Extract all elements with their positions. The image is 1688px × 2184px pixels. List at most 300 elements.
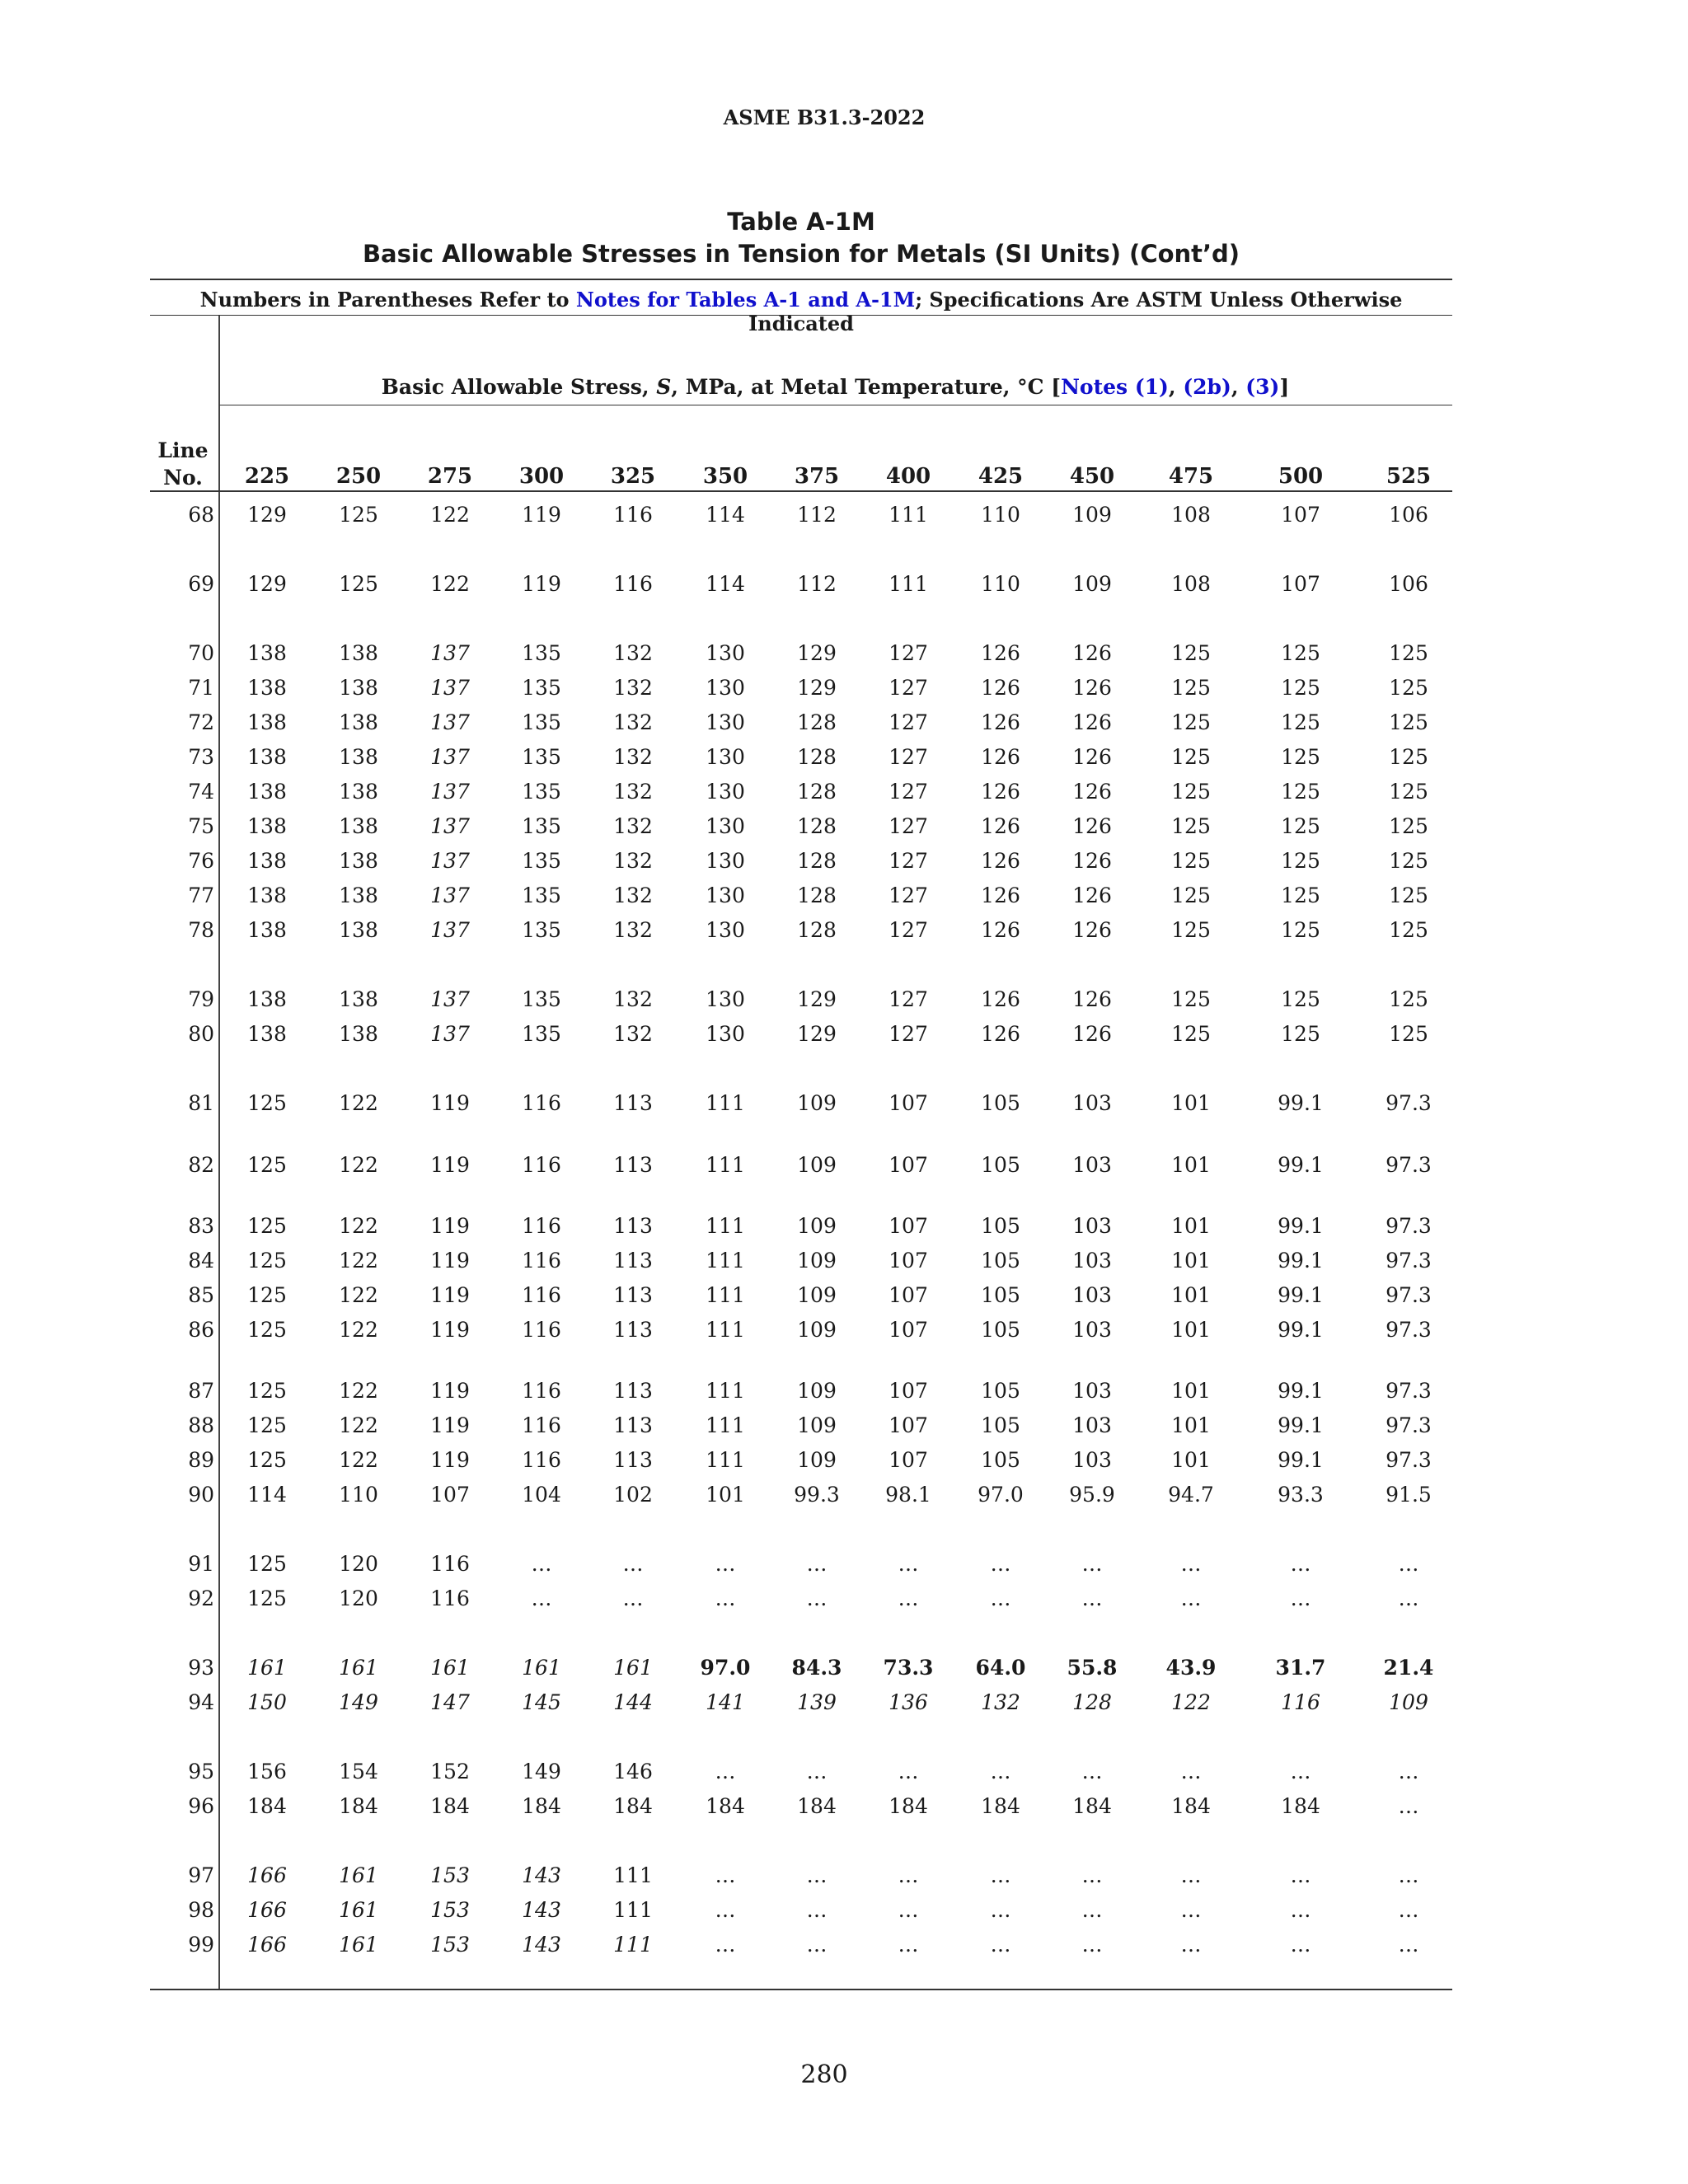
stress-cell: 108 <box>1171 572 1211 596</box>
stress-cell: 95.9 <box>1069 1483 1115 1507</box>
stress-cell: … <box>1398 1552 1419 1576</box>
stress-cell: 109 <box>1072 572 1112 596</box>
stress-cell: 101 <box>706 1483 745 1507</box>
temperature-header: 500 <box>1278 464 1324 489</box>
stress-cell: 138 <box>339 849 378 873</box>
stress-cell: 126 <box>981 1022 1020 1046</box>
stress-cell: 143 <box>522 1863 561 1887</box>
stress-cell: 137 <box>430 745 470 769</box>
stress-cell: 125 <box>1171 814 1211 838</box>
stress-cell: 107 <box>1281 572 1320 596</box>
stress-cell: 156 <box>247 1760 287 1783</box>
stress-cell: 105 <box>981 1249 1020 1272</box>
temperature-header: 450 <box>1069 464 1115 489</box>
temperature-header: 400 <box>885 464 931 489</box>
table-row <box>0 1760 1688 1784</box>
stress-caption-end: ] <box>1279 375 1290 399</box>
stress-cell: 126 <box>1072 710 1112 734</box>
stress-cell: 97.3 <box>1386 1318 1432 1342</box>
stress-cell: 107 <box>430 1483 470 1507</box>
stress-cell: 106 <box>1389 572 1428 596</box>
stress-cell: 119 <box>522 572 561 596</box>
stress-cell: 125 <box>1389 710 1428 734</box>
stress-cell: 125 <box>1389 641 1428 665</box>
stress-cell: 138 <box>339 780 378 804</box>
stress-cell: 125 <box>1281 987 1320 1011</box>
stress-cell: 128 <box>797 814 837 838</box>
stress-cell: 161 <box>522 1656 561 1680</box>
stress-cell: 126 <box>981 710 1020 734</box>
stress-cell: 138 <box>339 745 378 769</box>
line-number: 96 <box>188 1794 214 1818</box>
stress-cell: 101 <box>1171 1448 1211 1472</box>
table-row <box>0 1933 1688 1957</box>
stress-cell: 119 <box>430 1283 470 1307</box>
table-row <box>0 1153 1688 1178</box>
stress-cell: 137 <box>430 814 470 838</box>
stress-cell: 112 <box>797 503 837 527</box>
stress-cell: 132 <box>613 745 653 769</box>
stress-cell: 111 <box>889 572 928 596</box>
stress-cell: 125 <box>247 1091 287 1115</box>
table-row <box>0 1318 1688 1343</box>
stress-cell: 97.3 <box>1386 1153 1432 1177</box>
stress-cell: 125 <box>1281 641 1320 665</box>
rule-bottom <box>150 1989 1452 1990</box>
stress-cell: 101 <box>1171 1249 1211 1272</box>
line-number: 91 <box>188 1552 214 1576</box>
stress-cell: 135 <box>522 883 561 907</box>
temperature-header: 525 <box>1386 464 1432 489</box>
stress-cell: 113 <box>613 1379 653 1403</box>
stress-cell: 145 <box>522 1690 561 1714</box>
stress-cell: 126 <box>1072 676 1112 700</box>
stress-cell: 184 <box>339 1794 378 1818</box>
stress-cell: 101 <box>1171 1379 1211 1403</box>
stress-cell: 119 <box>430 1413 470 1437</box>
stress-cell: 99.1 <box>1278 1091 1324 1115</box>
stress-cell: 126 <box>1072 814 1112 838</box>
stress-cell: 138 <box>247 849 287 873</box>
stress-cell: 119 <box>430 1448 470 1472</box>
stress-cell: 107 <box>889 1318 928 1342</box>
stress-cell: 116 <box>522 1379 561 1403</box>
table-title <box>150 206 1452 270</box>
stress-cell: 127 <box>889 745 928 769</box>
stress-cell: 109 <box>797 1283 837 1307</box>
stress-cell: 99.1 <box>1278 1413 1324 1437</box>
stress-cell: 99.1 <box>1278 1379 1324 1403</box>
stress-cell: … <box>990 1552 1011 1576</box>
line-number: 81 <box>188 1091 214 1115</box>
stress-cell: … <box>806 1863 828 1887</box>
stress-cell: 122 <box>339 1413 378 1437</box>
stress-cell: 97.3 <box>1386 1448 1432 1472</box>
stress-cell: 130 <box>706 814 745 838</box>
stress-cell: … <box>1081 1863 1103 1887</box>
stress-cell: 129 <box>797 987 837 1011</box>
stress-cell: 138 <box>339 987 378 1011</box>
stress-cell: … <box>622 1552 644 1576</box>
table-row <box>0 1656 1688 1680</box>
stress-cell: 106 <box>1389 503 1428 527</box>
stress-cell: 129 <box>247 503 287 527</box>
notes-link[interactable]: Notes for Tables A-1 and A-1M <box>575 288 916 312</box>
stress-cell: 109 <box>797 1318 837 1342</box>
stress-cell: 130 <box>706 676 745 700</box>
line-number: 90 <box>188 1483 214 1507</box>
stress-cell: 137 <box>430 1022 470 1046</box>
page-number: 280 <box>800 2060 848 2089</box>
stress-cell: 73.3 <box>883 1656 934 1680</box>
stress-cell: … <box>1290 1552 1311 1576</box>
stress-cell: 55.8 <box>1067 1656 1118 1680</box>
stress-cell: … <box>898 1586 919 1610</box>
stress-cell: 184 <box>889 1794 928 1818</box>
stress-cell: … <box>1180 1552 1202 1576</box>
stress-cell: 137 <box>430 780 470 804</box>
stress-cell: 103 <box>1072 1249 1112 1272</box>
note-ref-3[interactable]: (3) <box>1245 375 1280 399</box>
line-number: 75 <box>188 814 214 838</box>
stress-cell: 103 <box>1072 1153 1112 1177</box>
table-row <box>0 1022 1688 1047</box>
stress-cell: 135 <box>522 814 561 838</box>
stress-cell: 113 <box>613 1283 653 1307</box>
stress-cell: 109 <box>797 1448 837 1472</box>
stress-cell: … <box>898 1863 919 1887</box>
stress-cell: 138 <box>247 641 287 665</box>
line-number: 88 <box>188 1413 214 1437</box>
stress-cell: 125 <box>1389 1022 1428 1046</box>
stress-cell: 99.1 <box>1278 1214 1324 1238</box>
stress-cell: 125 <box>1389 676 1428 700</box>
stress-cell: 125 <box>1389 745 1428 769</box>
stress-cell: … <box>1398 1586 1419 1610</box>
stress-cell: 126 <box>981 883 1020 907</box>
table-title-line1: Table A-1M <box>727 208 875 236</box>
stress-cell: 125 <box>339 503 378 527</box>
stress-cell: 184 <box>1072 1794 1112 1818</box>
table-row <box>0 1283 1688 1308</box>
stress-cell: 111 <box>706 1379 745 1403</box>
stress-cell: 146 <box>613 1760 653 1783</box>
stress-cell: 138 <box>247 814 287 838</box>
stress-cell: … <box>1290 1898 1311 1922</box>
stress-cell: 126 <box>1072 745 1112 769</box>
stress-cell: … <box>715 1933 736 1957</box>
stress-cell: 138 <box>247 745 287 769</box>
stress-cell: 108 <box>1171 503 1211 527</box>
stress-cell: 184 <box>430 1794 470 1818</box>
stress-cell: 99.1 <box>1278 1153 1324 1177</box>
line-number: 71 <box>188 676 214 700</box>
line-number: 68 <box>188 503 214 527</box>
stress-cell: 126 <box>981 987 1020 1011</box>
stress-cell: 116 <box>613 572 653 596</box>
stress-cell: 132 <box>613 780 653 804</box>
stress-cell: 137 <box>430 710 470 734</box>
stress-cell: 135 <box>522 780 561 804</box>
line-number-header-line2: No. <box>163 466 203 490</box>
rule-under-note <box>150 315 1452 316</box>
stress-cell: … <box>1290 1933 1311 1957</box>
stress-cell: 125 <box>247 1249 287 1272</box>
stress-cell: … <box>1398 1933 1419 1957</box>
stress-cell: 137 <box>430 641 470 665</box>
stress-cell: 125 <box>1171 641 1211 665</box>
stress-cell: 127 <box>889 918 928 942</box>
stress-cell: 132 <box>613 814 653 838</box>
table-row <box>0 503 1688 527</box>
stress-cell: 107 <box>889 1379 928 1403</box>
stress-cell: 135 <box>522 849 561 873</box>
stress-cell: 135 <box>522 641 561 665</box>
stress-cell: 116 <box>522 1153 561 1177</box>
stress-cell: 132 <box>613 641 653 665</box>
stress-cell: 119 <box>430 1379 470 1403</box>
stress-cell: … <box>806 1552 828 1576</box>
stress-cell: 153 <box>430 1898 470 1922</box>
stress-cell: 166 <box>247 1933 287 1957</box>
stress-cell: 126 <box>981 780 1020 804</box>
stress-cell: 107 <box>889 1214 928 1238</box>
table-row <box>0 883 1688 908</box>
table-row <box>0 1794 1688 1819</box>
stress-cell: 125 <box>1389 849 1428 873</box>
stress-cell: 125 <box>1281 918 1320 942</box>
stress-cell: 135 <box>522 1022 561 1046</box>
stress-cell: … <box>990 1863 1011 1887</box>
stress-cell: 138 <box>247 780 287 804</box>
stress-cell: 114 <box>247 1483 287 1507</box>
stress-cell: 125 <box>1281 676 1320 700</box>
stress-cell: … <box>898 1898 919 1922</box>
table-row <box>0 1552 1688 1577</box>
stress-cell: 125 <box>1389 918 1428 942</box>
line-number: 97 <box>188 1863 214 1887</box>
table-row <box>0 1413 1688 1438</box>
stress-cell: 135 <box>522 745 561 769</box>
stress-cell: 138 <box>247 987 287 1011</box>
stress-cell: 122 <box>430 572 470 596</box>
stress-cell: 111 <box>706 1153 745 1177</box>
stress-cell: 103 <box>1072 1448 1112 1472</box>
line-number: 78 <box>188 918 214 942</box>
line-number: 74 <box>188 780 214 804</box>
stress-cell: 126 <box>1072 849 1112 873</box>
stress-cell: … <box>1081 1586 1103 1610</box>
stress-cell: 109 <box>1389 1690 1428 1714</box>
stress-cell: 161 <box>247 1656 287 1680</box>
stress-cell: 125 <box>247 1413 287 1437</box>
stress-cell: 109 <box>797 1413 837 1437</box>
stress-cell: 97.3 <box>1386 1283 1432 1307</box>
stress-cell: 184 <box>981 1794 1020 1818</box>
line-number: 76 <box>188 849 214 873</box>
stress-cell: 97.0 <box>700 1656 751 1680</box>
stress-cell: 116 <box>522 1283 561 1307</box>
stress-cell: 111 <box>706 1214 745 1238</box>
stress-cell: 126 <box>981 676 1020 700</box>
table-row <box>0 676 1688 701</box>
stress-cell: 129 <box>797 641 837 665</box>
table-note-suffix: ; Specifications Are ASTM Unless Otherwise Indicated <box>748 288 1403 335</box>
stress-cell: … <box>715 1760 736 1783</box>
stress-cell: … <box>1290 1863 1311 1887</box>
stress-cell: 132 <box>613 987 653 1011</box>
stress-cell: 84.3 <box>791 1656 842 1680</box>
stress-cell: … <box>715 1586 736 1610</box>
stress-cell: 111 <box>706 1283 745 1307</box>
table-row <box>0 1898 1688 1923</box>
stress-cell: 103 <box>1072 1318 1112 1342</box>
table-title-line2: Basic Allowable Stresses in Tension for Metals (SI Units) (Cont’d) <box>362 240 1240 268</box>
stress-cell: 125 <box>1389 883 1428 907</box>
stress-cell: 130 <box>706 883 745 907</box>
stress-cell: … <box>1398 1863 1419 1887</box>
stress-cell: 99.1 <box>1278 1283 1324 1307</box>
stress-cell: … <box>531 1552 552 1576</box>
stress-cell: 130 <box>706 780 745 804</box>
stress-cell: 125 <box>1281 710 1320 734</box>
table-row <box>0 1214 1688 1239</box>
stress-cell: 161 <box>339 1933 378 1957</box>
stress-cell: 154 <box>339 1760 378 1783</box>
document-header: ASME B31.3-2022 <box>723 105 926 129</box>
stress-cell: … <box>1180 1898 1202 1922</box>
stress-cell: … <box>1180 1760 1202 1783</box>
stress-cell: 105 <box>981 1153 1020 1177</box>
stress-cell: 125 <box>247 1214 287 1238</box>
stress-cell: 138 <box>247 676 287 700</box>
line-number: 79 <box>188 987 214 1011</box>
stress-cell: 132 <box>613 1022 653 1046</box>
temperature-header: 475 <box>1168 464 1214 489</box>
stress-cell: 127 <box>889 987 928 1011</box>
stress-cell: … <box>990 1760 1011 1783</box>
stress-cell: 105 <box>981 1448 1020 1472</box>
stress-cell: 43.9 <box>1165 1656 1217 1680</box>
stress-cell: 126 <box>981 849 1020 873</box>
stress-cell: 127 <box>889 780 928 804</box>
stress-cell: 137 <box>430 918 470 942</box>
stress-cell: 135 <box>522 987 561 1011</box>
line-number: 95 <box>188 1760 214 1783</box>
stress-caption-prefix: Basic Allowable Stress, <box>381 375 657 399</box>
stress-cell: 130 <box>706 918 745 942</box>
stress-cell: … <box>1180 1933 1202 1957</box>
stress-cell: 166 <box>247 1863 287 1887</box>
stress-cell: 137 <box>430 883 470 907</box>
stress-cell: 114 <box>706 572 745 596</box>
stress-cell: … <box>898 1933 919 1957</box>
stress-cell: 93.3 <box>1278 1483 1324 1507</box>
stress-cell: 99.1 <box>1278 1448 1324 1472</box>
stress-cell: 127 <box>889 883 928 907</box>
stress-cell: 127 <box>889 641 928 665</box>
stress-cell: 122 <box>339 1379 378 1403</box>
stress-cell: … <box>715 1898 736 1922</box>
stress-cell: 184 <box>247 1794 287 1818</box>
stress-cell: … <box>1290 1760 1311 1783</box>
line-number: 92 <box>188 1586 214 1610</box>
stress-cell: 109 <box>797 1249 837 1272</box>
stress-cell: 132 <box>613 883 653 907</box>
line-number: 80 <box>188 1022 214 1046</box>
stress-cell: 110 <box>339 1483 378 1507</box>
stress-cell: 125 <box>339 572 378 596</box>
line-number: 77 <box>188 883 214 907</box>
temperature-header: 375 <box>794 464 840 489</box>
stress-cell: 125 <box>247 1586 287 1610</box>
stress-cell: … <box>1398 1794 1419 1818</box>
stress-cell: 103 <box>1072 1091 1112 1115</box>
stress-cell: 126 <box>1072 918 1112 942</box>
note-ref-1[interactable]: Notes (1) <box>1061 375 1169 399</box>
stress-cell: 128 <box>797 780 837 804</box>
table-row <box>0 1586 1688 1611</box>
stress-cell: 132 <box>613 849 653 873</box>
stress-cell: … <box>898 1552 919 1576</box>
stress-cell: 31.7 <box>1275 1656 1326 1680</box>
table-row <box>0 987 1688 1012</box>
stress-cell: 141 <box>706 1690 745 1714</box>
stress-cell: 107 <box>889 1153 928 1177</box>
stress-cell: 144 <box>613 1690 653 1714</box>
stress-cell: … <box>1081 1898 1103 1922</box>
stress-cell: 143 <box>522 1898 561 1922</box>
temperature-header: 325 <box>610 464 656 489</box>
stress-cell: 125 <box>1171 883 1211 907</box>
table-row <box>0 814 1688 839</box>
stress-cell: 153 <box>430 1863 470 1887</box>
stress-cell: 111 <box>889 503 928 527</box>
stress-cell: … <box>1398 1760 1419 1783</box>
stress-symbol: S <box>656 375 672 399</box>
stress-cell: … <box>990 1898 1011 1922</box>
stress-cell: 109 <box>797 1153 837 1177</box>
stress-cell: 138 <box>339 676 378 700</box>
stress-cell: 138 <box>247 918 287 942</box>
stress-cell: … <box>990 1933 1011 1957</box>
line-number: 99 <box>188 1933 214 1957</box>
line-number-divider <box>218 316 220 1989</box>
stress-cell: 99.1 <box>1278 1249 1324 1272</box>
stress-cell: … <box>715 1552 736 1576</box>
stress-cell: 138 <box>339 641 378 665</box>
stress-cell: 161 <box>430 1656 470 1680</box>
stress-caption <box>218 375 1452 399</box>
stress-cell: 119 <box>430 1091 470 1115</box>
note-ref-2b[interactable]: (2b) <box>1183 375 1231 399</box>
line-number: 94 <box>188 1690 214 1714</box>
stress-cell: 119 <box>430 1153 470 1177</box>
stress-cell: 99.1 <box>1278 1318 1324 1342</box>
stress-cell: 103 <box>1072 1214 1112 1238</box>
stress-cell: 116 <box>522 1448 561 1472</box>
stress-cell: 111 <box>613 1863 653 1887</box>
stress-cell: 119 <box>430 1249 470 1272</box>
stress-cell: 109 <box>1072 503 1112 527</box>
stress-cell: 126 <box>1072 987 1112 1011</box>
stress-cell: 135 <box>522 710 561 734</box>
stress-cell: … <box>806 1933 828 1957</box>
caption-separator: , <box>1168 375 1184 399</box>
temperature-header: 350 <box>702 464 748 489</box>
stress-cell: … <box>990 1586 1011 1610</box>
stress-cell: 136 <box>889 1690 928 1714</box>
